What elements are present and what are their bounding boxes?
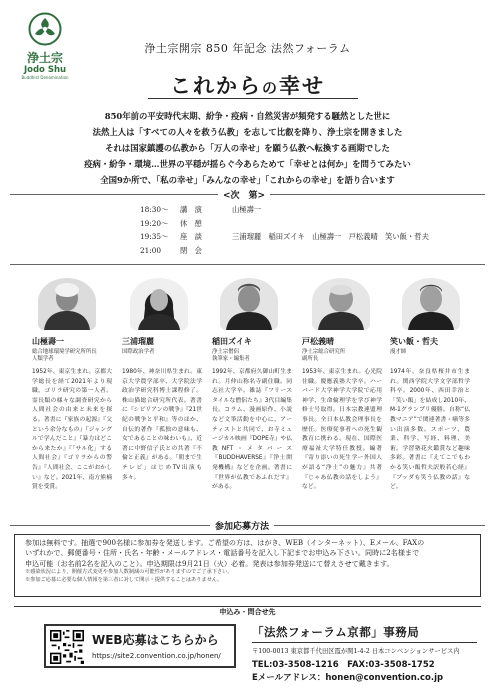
schedule-time: 18:30〜 [140,205,169,214]
title-underline [148,98,358,99]
apply-note: ※参加ご応募に必要な個人情報を第三者に対して開示・提供することはありません。 [25,576,223,583]
apply-note: ※感染状況により、開催方式変更や参加人数制減の可能性がありますのでご了承下さい。 [25,569,233,576]
logo-name: 浄土宗 [26,51,63,65]
speaker-photo [402,278,460,330]
speaker-card [302,336,382,493]
event-title [0,70,495,100]
intro-line: 850年前の平安時代末期、紛争・疫病・自然災害が頻発する騒然とした世に [104,111,391,121]
logo-english-name: Jodo Shu [23,65,67,75]
speaker-photo [220,278,278,330]
schedule-kind: 講 演 [180,205,202,214]
schedule-row [140,217,429,231]
schedule-kind: 休 憩 [180,218,202,228]
schedule-time: 19:20〜 [140,218,169,228]
schedule-heading: <次 第> [218,188,270,201]
apply-line: 参加は無料です。抽選で900名様に参加券を発送します。ご希望の方は、はがき、WEB（インターネット）、Eメール、FAXの [25,538,425,547]
office-name: 「法然フォーラム京都」事務局 [252,624,477,643]
title-part-3: 幸せ [279,73,325,98]
office-tel-fax: TEL:03-3508-1216 FAX:03-3508-1752 [252,660,435,670]
speaker-bios [32,336,472,514]
contact-heading: 申込み・問合せ先 [14,606,481,617]
schedule-time: 19:35〜 [140,232,169,242]
schedule-row [140,203,429,217]
schedule-detail: 山極壽一 [232,205,262,214]
schedule-time: 21:00 [140,245,162,255]
office-address: 〒100-0013 東京都千代田区霞が関1-4-2 日本コンベンションサービス内 [252,648,460,655]
apply-info-box [14,534,481,597]
event-subtitle: 浄土宗開宗 850 年記念 法然フォーラム [144,42,351,55]
intro-line: 法然上人は「すべての人々を救う仏教」を志して比叡を降り、浄土宗を開きました [92,127,403,137]
intro-text [40,108,455,188]
speaker-bio: 1992年、京都府久御山町生まれ。月仲山称名寺副住職。同志社大学卒。雑誌『フリースタイルな僧侶たち』3代目編集長。コラム、漫画原作、小説など文筆活動を中心に、アーティストと共同で、お寺ミュージカル映画『DOPE寺』や仏教NFT・メタバース『BUDDHAVERSE』『浄土開発機構』などを企画。著書に『世界が仏教であふれだす』がある。 [212,369,292,491]
logo-subtitle: Buddhist Denomination [21,75,69,80]
speaker-photo [38,278,96,330]
apply-line: 申込可能（お名前2名を記入のこと）。申込期限は9月21日（火）必着。発表は参加券発送にて替えさせて戴きます。 [25,558,394,568]
schedule-row [140,244,429,258]
speaker-bio: 1980年、神奈川県生まれ。東京大学農学部卒、大学院法学政治学研究科博士課程修了。株山猫総合研究所代表。著書に『シビリアンの戦争』『21世紀の戦争と平和』等のほか、自伝的著作『孤独の意味も、女であることの味わいも』、近著に中野信子氏との共著『不倫と正義』がある。「朝まで生テレビ」はじめTV出演も多々。 [122,369,202,481]
schedule-detail: 三浦瑠麗 稲田ズイキ 山極壽一 戸松義晴 笑い飯・哲夫 [232,232,429,242]
speaker-bio: 1952年、東京生まれ。京都大学総長を経て2021年より現職。ゴリラ研究の第一人者。霊長類の様々な調査研究から人間社会の由来と未来を探る。著書に『家族の起源』『父という余分なもの』『ジャングルで学んだこと』『暴力はどこから来たか』『「サル化」する人間社会』『ゴリラからの警告』『人間社会、ここがおかしい』など。2021年、南方熊楠賞を受賞。 [32,369,112,491]
speaker-name: 稲田ズイキ [212,336,252,346]
speaker-card [32,336,112,493]
apply-heading: 参加応募方法 [210,519,274,532]
apply-line: いずれかで、郵便番号・住所・氏名・年齢・メールアドレス・電話番号を記入し下記までお申込み下さい。同時に2名様まで [25,548,420,558]
web-apply-title[interactable]: WEB応募はこちらから [92,633,219,647]
office-contact [252,624,477,686]
web-apply-url[interactable]: https://site2.convention.co.jp/honen/ [92,652,221,660]
schedule-list [140,203,429,257]
speaker-name: 山極壽一 [32,336,64,346]
speaker-role: 浄土宗僧侶 執筆家・編集者 [212,349,250,362]
speaker-role: 国際政治学者 [122,349,155,355]
speaker-name: 笑い飯・哲夫 [390,336,438,346]
speaker-bio: 1953年、東京生まれ。心光院住職。慶應義塾大学卒。ハーバード大学神学大学院で応用神学、生命倫理学を学び神学修士号取得。日本宗教連盟理事長。全日本仏教会理事長を歴任。医療従事者への死生観教育に携わる。現在、国際医療福祉大学特任教授。編著『寄り添いの死生学ー外国人が語る“浄土”の魅力』共著『じゃあ仏教の話をしよう』など。 [302,369,382,491]
speaker-bio: 1974年、奈良県桜井市生まれ。関西学院大学文学部哲学科卒。2000年、西田幸治と「笑い飯」を結成し2010年、M-1グランプリ優勝。自称“仏教マニア”で関連著書・噺等多い出演多数。スポーツ、農業、科学、写経、料理、美術。学習塾花火鑑賞など趣味多彩。著書に『えてこでもわかる笑い飯哲夫訳般若心経』『ブッダも笑う仏教の話』など。 [390,369,470,491]
qr-code-icon[interactable] [50,630,84,664]
title-part-2: の [261,79,279,97]
speaker-role: 総合地球環境学研究所所長 人類学者 [32,349,97,362]
intro-line: 疫病・紛争・環境…世界の平穏が揺らぐ今あらためて「幸せとは何か」を問うてみたい [84,159,411,169]
speaker-name: 戸松義晴 [302,336,334,346]
web-apply-link[interactable] [44,624,236,668]
intro-line: それは国家鎮護の仏教から「万人の幸せ」を願う仏教へ転換する画期でした [105,143,390,153]
schedule-kind: 座 談 [180,232,202,242]
schedule-row [140,230,429,244]
speaker-card [390,336,470,493]
intro-line: 全国9か所で、「私の幸せ」「みんなの幸せ」「これからの幸せ」を語り合います [100,175,395,185]
speaker-photo [312,278,370,330]
speaker-card [122,336,202,483]
schedule-kind: 閉 会 [180,245,202,255]
schedule-bottom-divider [10,264,485,265]
speaker-photo [130,278,188,330]
speaker-photos [30,278,470,338]
title-part-1: これから [169,73,262,98]
speaker-card [212,336,292,493]
speaker-role: 浄土宗総合研究所 副所長 [302,349,346,362]
office-email[interactable]: Eメールアドレス：honen@convention.co.jp [252,673,444,683]
speaker-name: 三浦瑠麗 [122,336,154,346]
speaker-role: 漫才師 [390,349,407,355]
